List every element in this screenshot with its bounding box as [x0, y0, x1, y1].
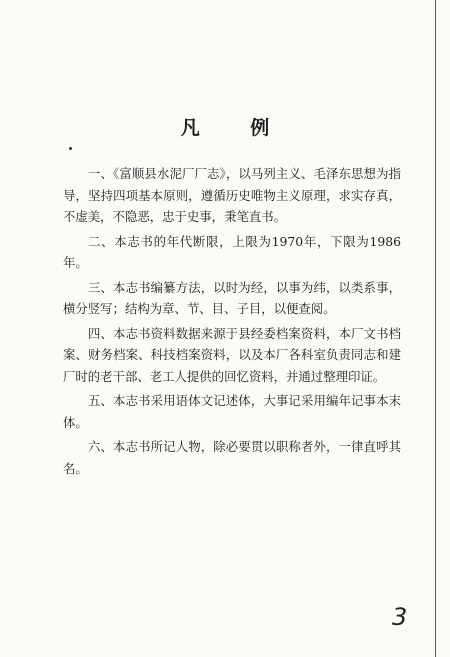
- paragraph-5: 五、本志书采用语体文记述体，大事记采用编年记事本末体。: [63, 393, 401, 430]
- paragraph-1: 一、《富顺县水泥厂厂志》，以马列主义、毛泽东思想为指导，坚持四项基本原则，遵循历史唯物主义原理，求实存真，不虚美，不隐恶，忠于史事，秉笔直书。: [63, 166, 401, 224]
- scan-edge-line: [435, 0, 436, 657]
- page-number: 3: [392, 603, 408, 631]
- document-body: [63, 163, 401, 482]
- paragraph-2: 二、本志书的年代断限，上限为1970年，下限为1986年。: [63, 233, 401, 270]
- page-title: 凡 例: [180, 117, 292, 139]
- paragraph-3: 三、本志书编纂方法，以时为经，以事为纬，以类系事，横分竖写；结构为章、节、目、子目，以便查阅。: [63, 279, 401, 316]
- paragraph-6: 六、本志书所记人物，除必要贯以职称者外，一律直呼其名。: [63, 439, 401, 476]
- ink-dot: [69, 147, 72, 150]
- paragraph-4: 四、本志书资料数据来源于县经委档案资料，本厂文书档案、财务档案、科技档案资料，以及本厂各科室负责同志和建厂时的老干部、老工人提供的回忆资料，并通过整理印证。: [63, 325, 401, 384]
